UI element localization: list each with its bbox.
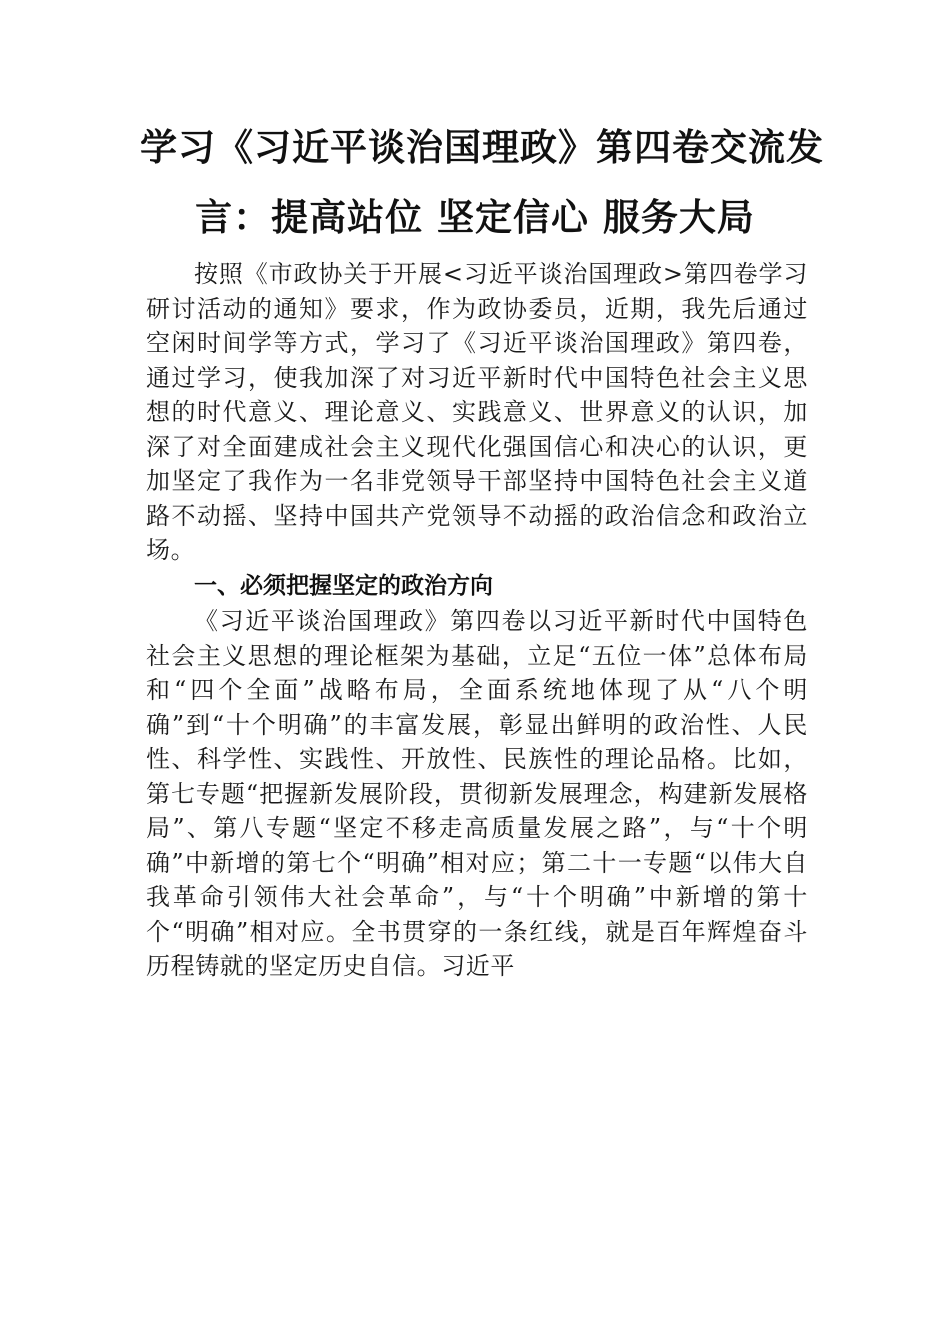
document-title-line-2: 言：提高站位 坚定信心 服务大局 <box>195 196 755 239</box>
section-paragraph: 《习近平谈治国理政》第四卷以习近平新时代中国特色社会主义思想的理论框架为基础，立足“五位一体”总体布局和“四个全面”战略布局，全面系统地体现了从“八个明确”到“十个明确”的丰富发展，彰显出鲜明的政治性、人民性、科学性、实践性、开放性、民族性的理论品格。比如，第七专题“把握新发展阶段，贯彻新发展理念，构建新发展格局”、第八专题“坚定不移走高质量发展之路”，与“十个明确”中新增的第七个“明确”相对应；第二十一专题“以伟大自我革命引领伟大社会革命”，与“十个明确”中新增的第十个“明确”相对应。全书贯穿的一条红线，就是百年辉煌奋斗历程铸就的坚定历史自信。习近平 <box>146 607 808 980</box>
intro-paragraph: 按照《市政协关于开展<习近平谈治国理政>第四卷学习研讨活动的通知》要求，作为政协委员，近期，我先后通过空闲时间学等方式，学习了《习近平谈治国理政》第四卷，通过学习，使我加深了对习近平新时代中国特色社会主义思想的时代意义、理论意义、实践意义、世界意义的认识，加深了对全面建成社会主义现代化强国信心和决心的认识，更加坚定了我作为一名非党领导干部坚持中国特色社会主义道路不动摇、坚持中国共产党领导不动摇的政治信念和政治立场。 <box>146 260 808 564</box>
section-heading: 一、必须把握坚定的政治方向 <box>194 573 493 599</box>
document-title-line-1: 学习《习近平谈治国理政》第四卷交流发 <box>140 126 824 169</box>
